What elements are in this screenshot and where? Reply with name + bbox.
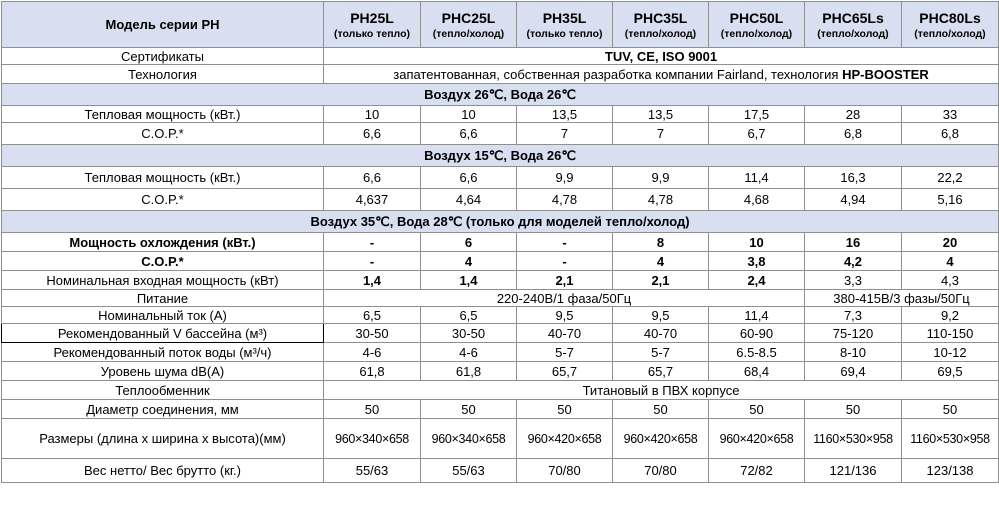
data-row [2, 290, 999, 307]
value-cell: - [517, 252, 613, 271]
value-cell: 60-90 [709, 324, 805, 343]
value-cell: 4,2 [805, 252, 902, 271]
value-cell: 960×340×658 [324, 419, 421, 459]
value-cell: 65,7 [517, 362, 613, 381]
model-header [324, 2, 421, 48]
section-header [2, 211, 999, 233]
value-cell: 6,6 [421, 167, 517, 189]
value-cell: 1160×530×958 [805, 419, 902, 459]
value-cell: 6,8 [902, 123, 999, 145]
value-cell: 6,5 [421, 307, 517, 324]
spec-table [1, 1, 999, 483]
value-cell: 5,16 [902, 189, 999, 211]
model-subtitle: (тепло/холод) [432, 27, 505, 40]
section-title: Воздух 26℃, Вода 26℃ [2, 84, 999, 106]
value-cell: 960×420×658 [709, 419, 805, 459]
value-cell: 70/80 [613, 459, 709, 483]
value-cell: 9,9 [517, 167, 613, 189]
value-cell: 6 [421, 233, 517, 252]
value-cell: 50 [902, 400, 999, 419]
data-row [2, 400, 999, 419]
row-label: C.O.P.* [2, 252, 324, 271]
value-cell: 13,5 [613, 106, 709, 123]
row-label: C.O.P.* [2, 123, 324, 145]
model-name: PHC80Ls [919, 9, 981, 26]
data-row [2, 233, 999, 252]
data-row [2, 343, 999, 362]
model-name: PHC50L [729, 9, 784, 26]
value-cell: 50 [421, 400, 517, 419]
value-cell: 69,5 [902, 362, 999, 381]
section-title: Воздух 35℃, Вода 28℃ (только для моделей тепло/холод) [2, 211, 999, 233]
model-header [805, 2, 902, 48]
value-cell: 13,5 [517, 106, 613, 123]
model-header [709, 2, 805, 48]
value-cell: 50 [324, 400, 421, 419]
model-name: PHC25L [441, 9, 496, 26]
value-cell: 5-7 [613, 343, 709, 362]
tech-text: запатентованная, собственная разработка компании Fairland, технология [393, 66, 839, 82]
value-cell: 7,3 [805, 307, 902, 324]
data-row [2, 167, 999, 189]
value-cell: 121/136 [805, 459, 902, 483]
value-cell: 70/80 [517, 459, 613, 483]
value-cell: 4,637 [324, 189, 421, 211]
row-label: Диаметр соединения, мм [2, 400, 324, 419]
value-cell: 9,5 [517, 307, 613, 324]
value-cell: 1,4 [421, 271, 517, 290]
data-row [2, 419, 999, 459]
value-cell: 16,3 [805, 167, 902, 189]
value-cell: 40-70 [517, 324, 613, 343]
row-label: Мощность охлождения (кВт.) [2, 233, 324, 252]
data-row [2, 324, 999, 343]
model-subtitle: (только тепло) [526, 27, 603, 40]
value-cell: 7 [517, 123, 613, 145]
data-row [2, 106, 999, 123]
value-cell: 22,2 [902, 167, 999, 189]
model-name: PH25L [350, 9, 394, 26]
value-cell: 50 [517, 400, 613, 419]
model-name: PHC35L [633, 9, 688, 26]
value-cell: - [517, 233, 613, 252]
power-value-three-phase: 380-415В/3 фазы/50Гц [805, 290, 999, 307]
value-cell: 6,6 [324, 123, 421, 145]
value-cell: 55/63 [324, 459, 421, 483]
value-cell: 10-12 [902, 343, 999, 362]
tech-value [324, 65, 999, 84]
value-cell: 55/63 [421, 459, 517, 483]
cert-value: TUV, CE, ISO 9001 [324, 48, 999, 65]
value-cell: 3,3 [805, 271, 902, 290]
value-cell: 4,3 [902, 271, 999, 290]
value-cell: 30-50 [421, 324, 517, 343]
value-cell: 4,64 [421, 189, 517, 211]
value-cell: 11,4 [709, 167, 805, 189]
model-header [613, 2, 709, 48]
row-label: Сертификаты [2, 48, 324, 65]
header-row [2, 2, 999, 48]
exchanger-value: Титановый в ПВХ корпусе [324, 381, 999, 400]
value-cell: 17,5 [709, 106, 805, 123]
value-cell: 1160×530×958 [902, 419, 999, 459]
value-cell: 960×420×658 [613, 419, 709, 459]
value-cell: 40-70 [613, 324, 709, 343]
value-cell: - [324, 252, 421, 271]
row-label: Размеры (длина х ширина х высота)(мм) [2, 419, 324, 459]
value-cell: 28 [805, 106, 902, 123]
model-subtitle: (тепло/холод) [914, 27, 986, 40]
data-row [2, 271, 999, 290]
section-header [2, 145, 999, 167]
value-cell: 61,8 [324, 362, 421, 381]
value-cell: 9,5 [613, 307, 709, 324]
value-cell: 9,2 [902, 307, 999, 324]
value-cell: 61,8 [421, 362, 517, 381]
row-label: Номинальная входная мощность (кВт) [2, 271, 324, 290]
value-cell: 6,8 [805, 123, 902, 145]
data-row [2, 307, 999, 324]
value-cell: 4-6 [324, 343, 421, 362]
data-row [2, 362, 999, 381]
value-cell: 6,6 [324, 167, 421, 189]
value-cell: 4,78 [517, 189, 613, 211]
value-cell: 6,7 [709, 123, 805, 145]
value-cell: 110-150 [902, 324, 999, 343]
value-cell: 8-10 [805, 343, 902, 362]
value-cell: 3,8 [709, 252, 805, 271]
header-label: Модель серии PH [2, 2, 324, 48]
data-row [2, 123, 999, 145]
value-cell: - [324, 233, 421, 252]
value-cell: 10 [324, 106, 421, 123]
row-label: Вес нетто/ Вес брутто (кг.) [2, 459, 324, 483]
value-cell: 6.5-8.5 [709, 343, 805, 362]
value-cell: 4 [902, 252, 999, 271]
value-cell: 11,4 [709, 307, 805, 324]
model-name: PHC65Ls [822, 9, 884, 26]
value-cell: 2,4 [709, 271, 805, 290]
value-cell: 10 [709, 233, 805, 252]
row-label: Тепловая мощность (кВт.) [2, 167, 324, 189]
value-cell: 4-6 [421, 343, 517, 362]
row-label: Номинальный ток (А) [2, 307, 324, 324]
model-subtitle: (только тепло) [334, 27, 410, 40]
value-cell: 2,1 [517, 271, 613, 290]
value-cell: 65,7 [613, 362, 709, 381]
power-value-single-phase: 220-240В/1 фаза/50Гц [324, 290, 805, 307]
cert-row [2, 48, 999, 65]
value-cell: 75-120 [805, 324, 902, 343]
row-label: C.O.P.* [2, 189, 324, 211]
value-cell: 1,4 [324, 271, 421, 290]
value-cell: 7 [613, 123, 709, 145]
tech-brand: HP-BOOSTER [842, 66, 929, 82]
data-row [2, 189, 999, 211]
data-row [2, 459, 999, 483]
value-cell: 16 [805, 233, 902, 252]
row-label: Уровень шума dB(A) [2, 362, 324, 381]
value-cell: 2,1 [613, 271, 709, 290]
value-cell: 123/138 [902, 459, 999, 483]
model-subtitle: (тепло/холод) [720, 27, 793, 40]
value-cell: 20 [902, 233, 999, 252]
value-cell: 30-50 [324, 324, 421, 343]
value-cell: 33 [902, 106, 999, 123]
model-subtitle: (тепло/холод) [817, 27, 889, 40]
section-header [2, 84, 999, 106]
value-cell: 10 [421, 106, 517, 123]
value-cell: 69,4 [805, 362, 902, 381]
value-cell: 9,9 [613, 167, 709, 189]
model-header [902, 2, 999, 48]
value-cell: 960×340×658 [421, 419, 517, 459]
value-cell: 960×420×658 [517, 419, 613, 459]
section-title: Воздух 15℃, Вода 26℃ [2, 145, 999, 167]
value-cell: 50 [709, 400, 805, 419]
value-cell: 5-7 [517, 343, 613, 362]
value-cell: 6,6 [421, 123, 517, 145]
value-cell: 6,5 [324, 307, 421, 324]
value-cell: 4,68 [709, 189, 805, 211]
value-cell: 4,94 [805, 189, 902, 211]
row-label: Технология [2, 65, 324, 84]
value-cell: 68,4 [709, 362, 805, 381]
row-label: Тепловая мощность (кВт.) [2, 106, 324, 123]
row-label: Рекомендованный V бассейна (м³) [2, 324, 324, 343]
model-subtitle: (тепло/холод) [624, 27, 697, 40]
model-name: PH35L [542, 9, 587, 26]
data-row [2, 252, 999, 271]
value-cell: 8 [613, 233, 709, 252]
model-header [517, 2, 613, 48]
value-cell: 50 [613, 400, 709, 419]
row-label: Питание [2, 290, 324, 307]
value-cell: 4 [421, 252, 517, 271]
tech-row [2, 65, 999, 84]
value-cell: 50 [805, 400, 902, 419]
row-label: Теплообменник [2, 381, 324, 400]
value-cell: 4 [613, 252, 709, 271]
value-cell: 4,78 [613, 189, 709, 211]
data-row [2, 381, 999, 400]
row-label: Рекомендованный поток воды (м³/ч) [2, 343, 324, 362]
value-cell: 72/82 [709, 459, 805, 483]
model-header [421, 2, 517, 48]
